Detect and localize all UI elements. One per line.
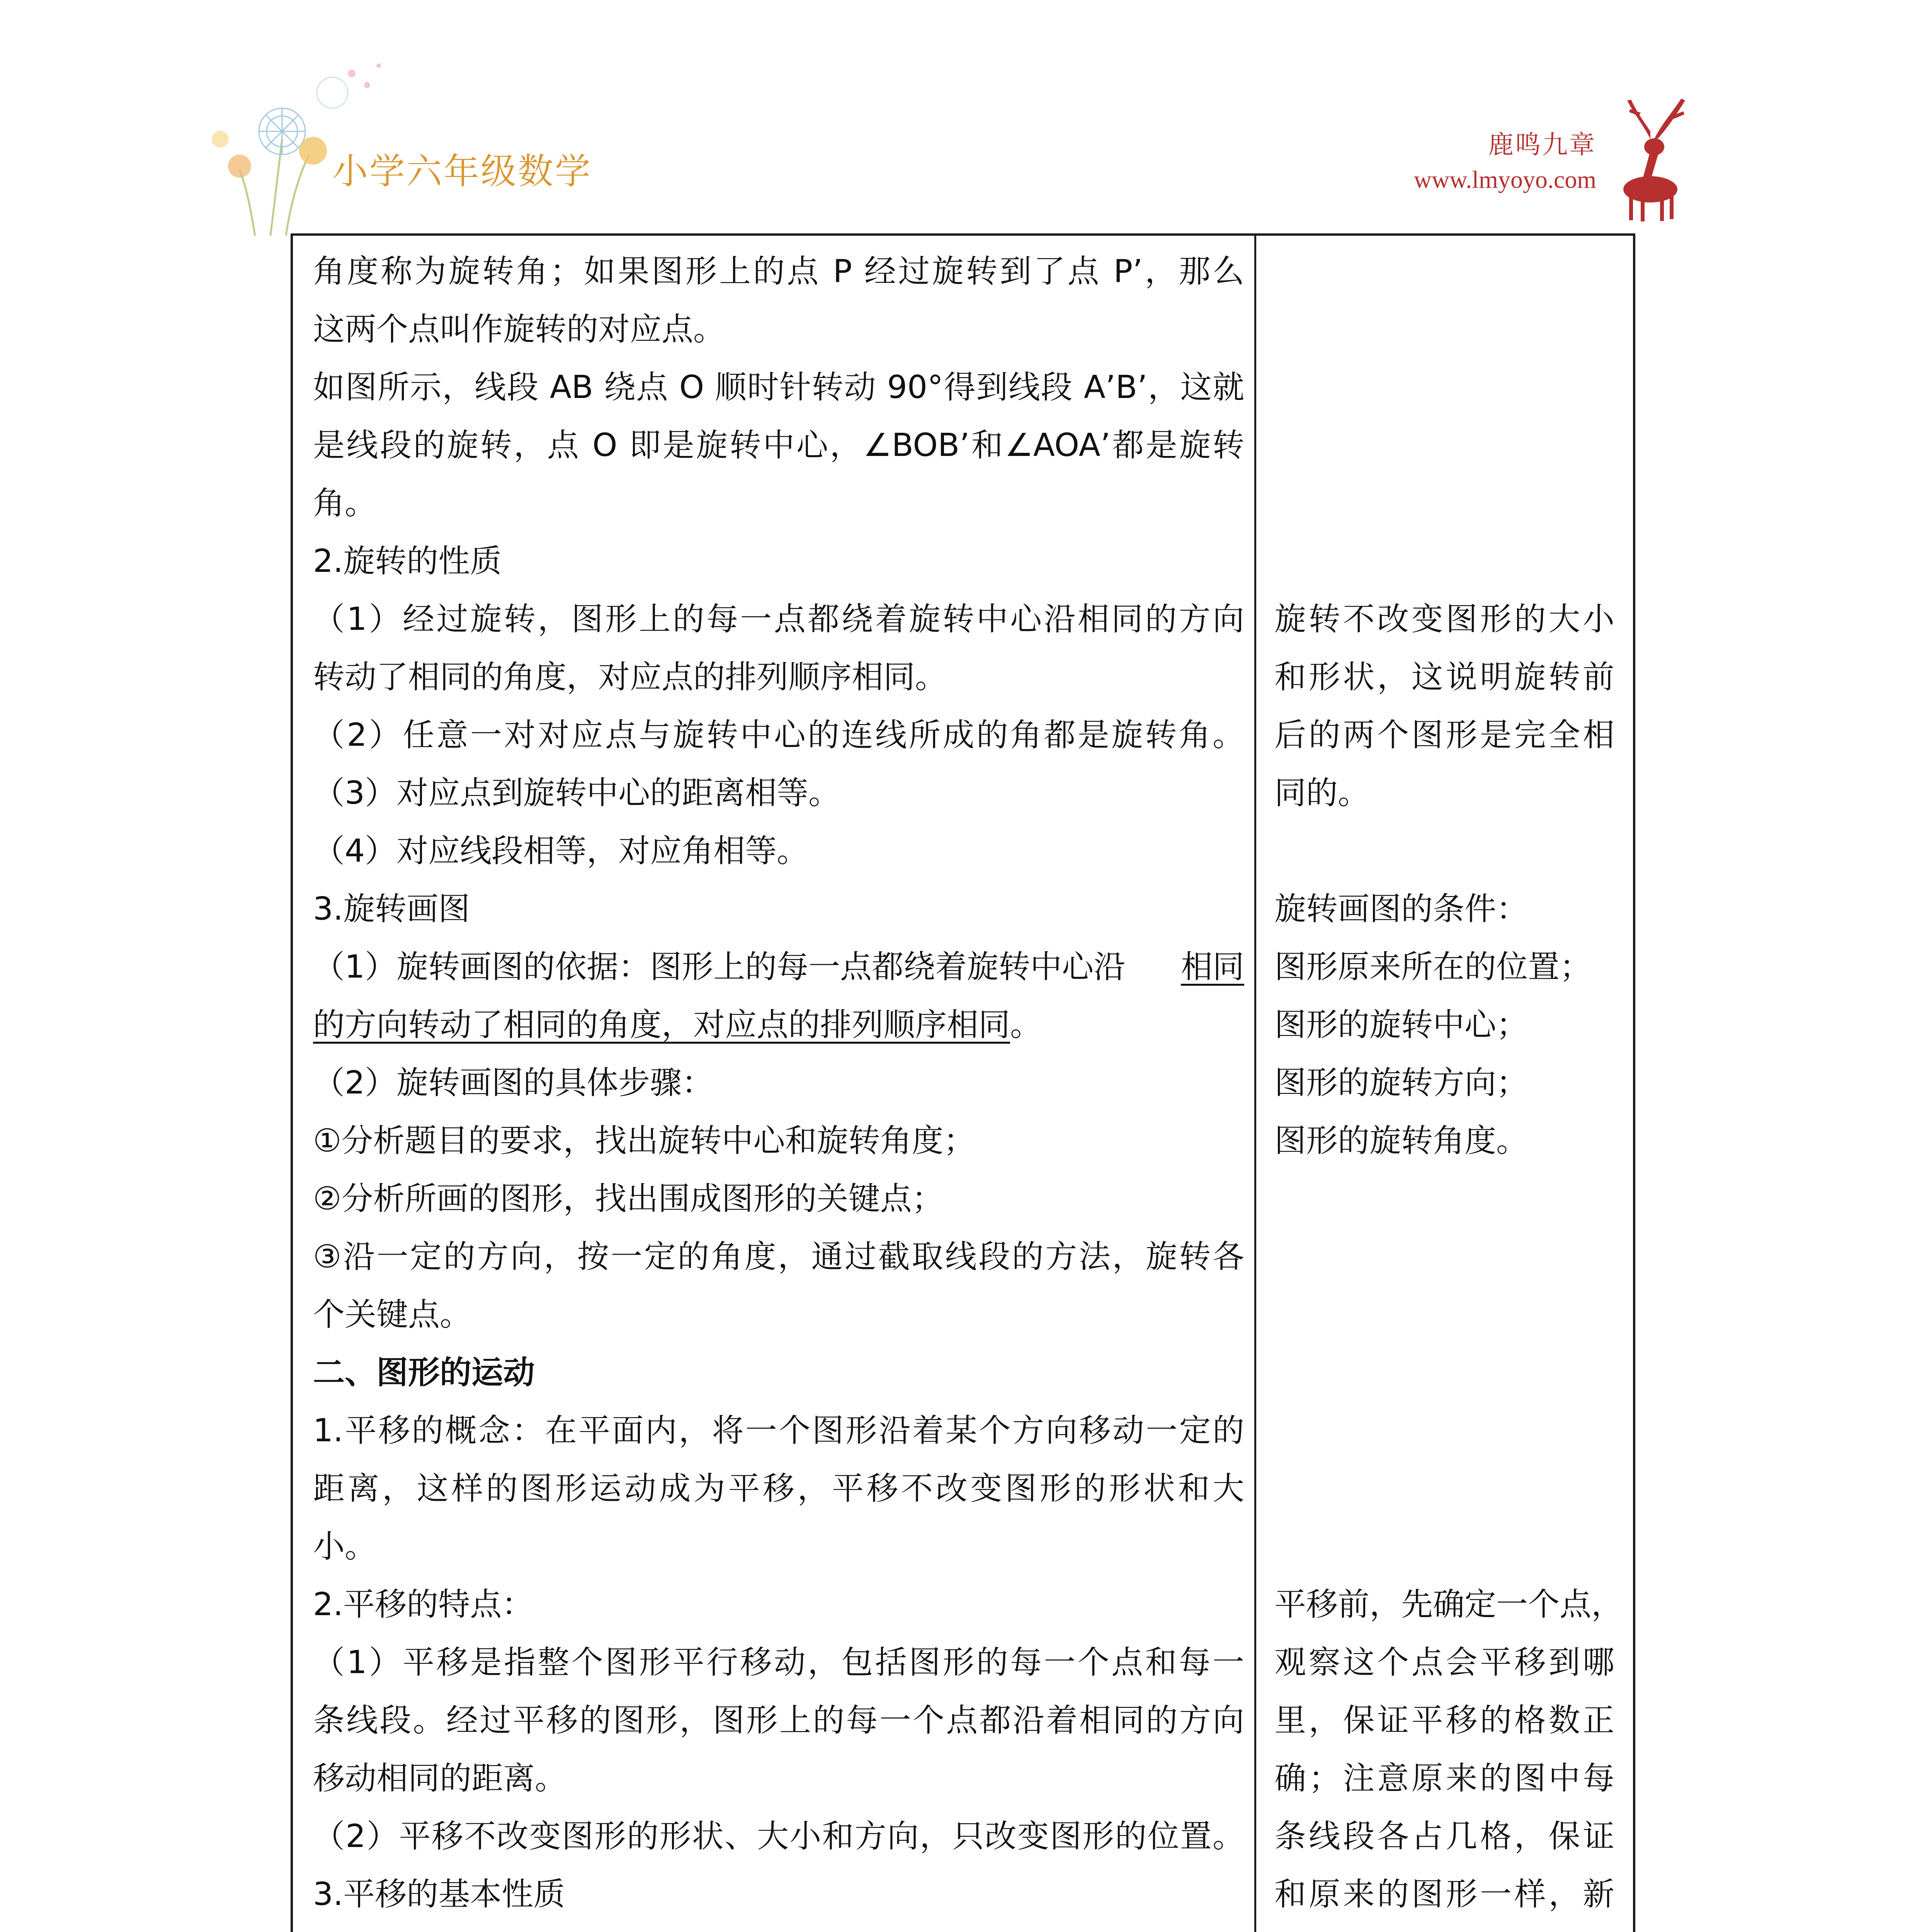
note-line: 确；注意原来的图中每 [1274,1760,1614,1797]
text-line: （2）任意一对对应点与旋转中心的连线所成的角都是旋转角。 [313,717,1244,753]
brand-name: 鹿鸣九章 [1488,130,1596,160]
note-line [1274,1923,1614,1932]
text-line: 这两个点叫作旋转的对应点。 [313,311,725,348]
text-line [313,1923,1244,1932]
text-segment: 。 [1010,1007,1042,1043]
text-line: ③沿一定的方向，按一定的角度，通过截取线段的方法，旋转各 [313,1238,1244,1275]
text-line [313,996,1244,1054]
deer-logo-icon [1592,93,1708,224]
note-line: 观察这个点会平移到哪 [1274,1644,1614,1681]
text-line: 角度称为旋转角；如果图形上的点 P 经过旋转到了点 P’，那么 [313,253,1244,290]
text-line [313,938,1244,996]
text-line: （2）旋转画图的具体步骤： [313,1065,714,1101]
header-title: 小学六年级数学 [332,151,592,192]
text-line: 转动了相同的角度，对应点的排列顺序相同。 [313,659,947,696]
text-line: ②分析所画的图形，找出围成图形的关键点； [313,1180,944,1217]
main-column [313,243,1244,1932]
text-line: 个关键点。 [313,1296,472,1333]
text-line: （3）对应点到旋转中心的距离相等。 [313,775,840,811]
note-line: 图形的旋转中心； [1274,1007,1528,1043]
text-line: （4）对应线段相等，对应角相等。 [313,833,809,869]
text-line: 移动相同的距离。 [313,1760,567,1797]
column-divider [1254,236,1256,1932]
note-line: 和形状，这说明旋转前 [1274,659,1614,696]
note-line: 图形的旋转角度。 [1274,1122,1528,1159]
text-line: （1）经过旋转，图形上的每一点都绕着旋转中心沿相同的方向 [313,601,1244,638]
brand-url: www.lmyoyo.com [1414,166,1596,193]
brand-block [1414,128,1596,197]
note-line: 后的两个图形是完全相 [1274,717,1614,753]
section-heading: 2.旋转的性质 [313,543,502,580]
underlined-text: 的方向转动了相同的角度，对应点的排列顺序相同 [313,1007,1010,1043]
note-line: 旋转不改变图形的大小 [1274,601,1614,638]
note-line: 平移前，先确定一个点， [1274,1586,1623,1623]
note-line: 条线段各占几格，保证 [1274,1818,1614,1855]
note-line: 旋转画图的条件： [1274,891,1528,927]
text-line: ①分析题目的要求，找出旋转中心和旋转角度； [313,1122,975,1159]
text-line: 是线段的旋转，点 O 即是旋转中心，∠BOB’和∠AOA’都是旋转 [313,427,1244,464]
text-line: 角。 [313,485,377,522]
note-line: 图形原来所在的位置； [1274,949,1592,985]
note-line: 里，保证平移的格数正 [1274,1702,1614,1739]
text-line: 1.平移的概念：在平面内，将一个图形沿着某个方向移动一定的 [313,1412,1244,1449]
content-table [291,233,1635,1932]
note-line: 和原来的图形一样，新 [1274,1876,1614,1913]
text-line: 条线段。经过平移的图形，图形上的每一个点都沿着相同的方向 [313,1702,1244,1739]
notes-column [1274,243,1623,1932]
text-line: （2）平移不改变图形的形状、大小和方向，只改变图形的位置。 [313,1818,1244,1855]
underlined-text: 相同 [1180,949,1244,985]
text-line: 距离，这样的图形运动成为平移，平移不改变图形的形状和大 [313,1470,1244,1507]
section-heading: 3.平移的基本性质 [313,1876,565,1913]
note-line: 图形的旋转方向； [1274,1065,1528,1101]
text-line: 小。 [313,1528,377,1565]
note-line: 同的。 [1274,775,1370,811]
chapter-heading: 二、图形的运动 [313,1354,535,1391]
section-heading: 3.旋转画图 [313,891,470,927]
header-decoration [185,43,611,243]
text-line: 如图所示，线段 AB 绕点 O 顺时针转动 90°得到线段 A’B’，这就 [313,369,1244,406]
section-heading: 2.平移的特点： [313,1586,534,1623]
text-segment: （1）旋转画图的依据：图形上的每一点都绕着旋转中心沿 [313,949,1126,985]
text-line: （1）平移是指整个图形平行移动，包括图形的每一个点和每一 [313,1644,1244,1681]
